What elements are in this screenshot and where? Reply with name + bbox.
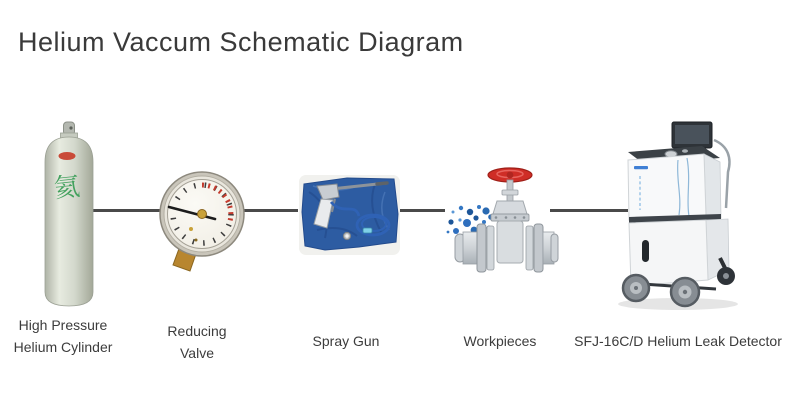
label-spray-gun — [286, 330, 406, 352]
workpieces-image — [443, 160, 559, 274]
page-title: Helium Vaccum Schematic Diagram — [18, 27, 464, 57]
gate-valve — [455, 168, 558, 272]
gauge-hub — [198, 210, 207, 219]
connector-line-spraygun-to-workpiece — [397, 209, 445, 212]
stage-spray-gun — [297, 172, 403, 258]
leak-detector-image — [616, 120, 750, 312]
label-line: High Pressure — [18, 317, 108, 333]
label-leak-detector — [563, 330, 793, 352]
hose-connector — [363, 228, 372, 233]
label-line: Valve — [180, 345, 214, 361]
valve-body — [497, 221, 523, 263]
stage-leak-detector — [616, 120, 750, 312]
handle-slot — [642, 240, 649, 262]
valve-left-flange — [477, 224, 486, 272]
stage-workpieces — [443, 160, 559, 274]
helium-cylinder-image — [40, 120, 98, 308]
label-reducing-valve — [137, 320, 257, 364]
cylinder-red-label — [59, 152, 76, 160]
cylinder-helium-marking: 氦 — [52, 171, 82, 205]
label-line: SFJ-16C/D Helium Leak Detector — [574, 333, 782, 349]
machine-logo — [634, 166, 648, 169]
label-workpieces — [440, 330, 560, 352]
label-line: Helium Cylinder — [13, 339, 113, 355]
left-wheel — [623, 275, 649, 301]
label-line: Workpieces — [463, 333, 537, 349]
spray-gun-image — [297, 172, 403, 258]
stage-reducing-valve — [153, 166, 249, 272]
valve-right-flange — [534, 224, 543, 272]
grommet — [343, 232, 350, 239]
cylinder-body — [45, 137, 93, 306]
label-line: Reducing — [167, 323, 227, 339]
front-wheel — [671, 278, 699, 306]
label-line: Spray Gun — [312, 333, 380, 349]
stage-helium-cylinder — [40, 120, 98, 308]
label-helium-cylinder — [0, 314, 138, 358]
cylinder-valve-cap — [61, 122, 78, 139]
valve-bonnet — [493, 201, 527, 214]
reducing-valve-image — [153, 166, 249, 272]
